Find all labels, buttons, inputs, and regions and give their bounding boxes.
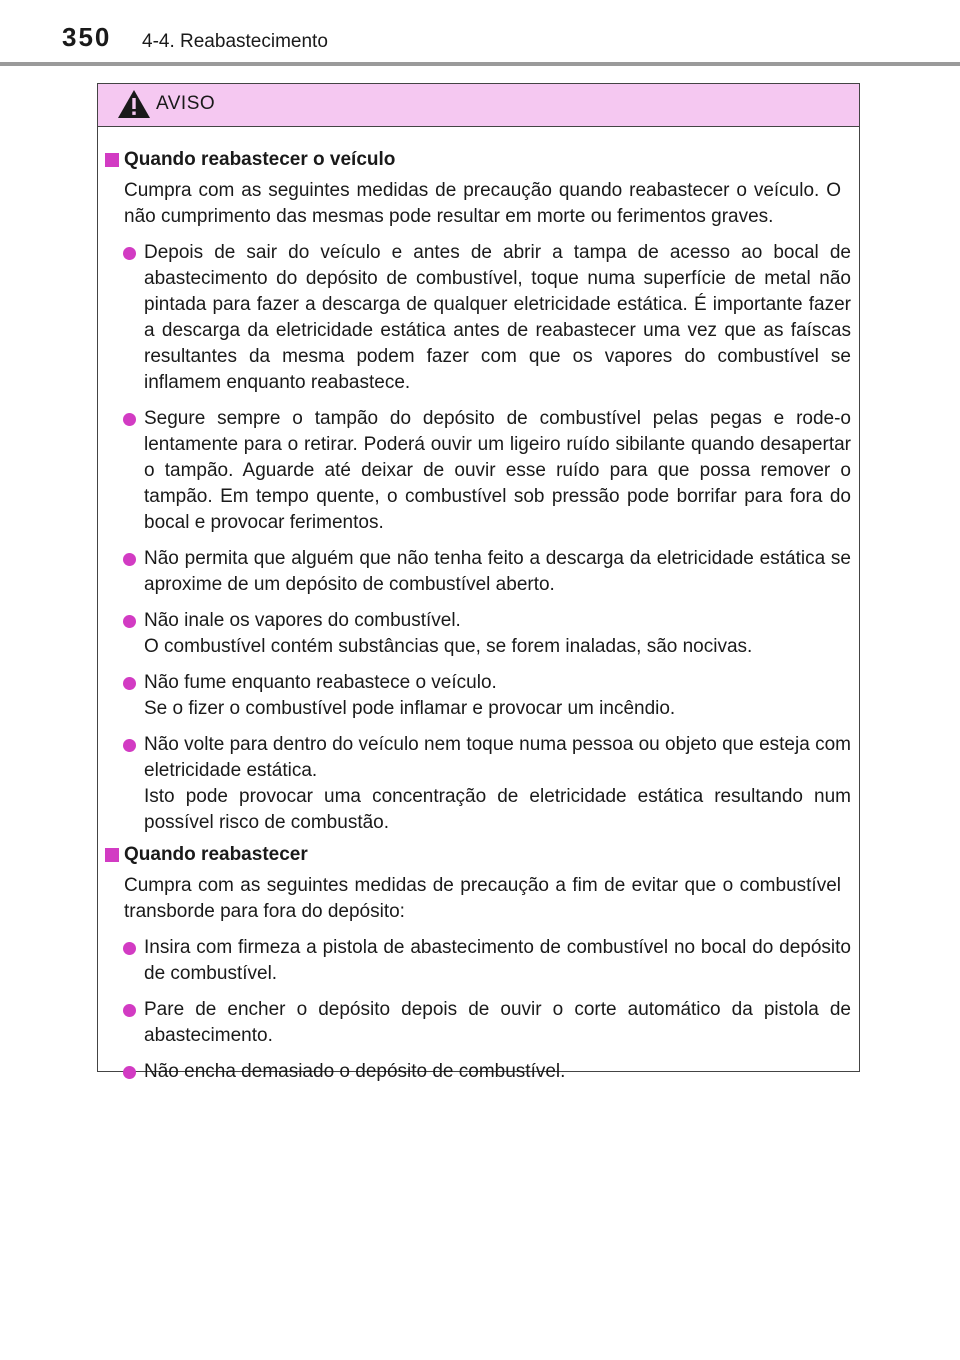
- list-item-text: Segure sempre o tampão do depósito de combustível pelas pegas e rode-o lentamente para o retirar. Poderá ouvir um ligeiro ruído sibilante quando desapertar o tampão. Aguarde até deixar de ouvir esse ruído para que possa remover o tampão. Em tempo quente, o combustível sob pressão pode borrifar para fora do bocal e provocar ferimentos.: [144, 408, 851, 533]
- square-bullet-icon: [105, 153, 119, 167]
- warning-label: AVISO: [156, 93, 216, 114]
- bullet-icon: [123, 1066, 136, 1079]
- section-intro: Cumpra com as seguintes medidas de precaução a fim de evitar que o combustível transborde para fora do depósito:: [124, 875, 841, 922]
- warning-box: [97, 83, 860, 1082]
- list-item-text: Não volte para dentro do veículo nem toque numa pessoa ou objeto que esteja com eletricidade estática.: [144, 734, 851, 781]
- list-item: [98, 546, 851, 598]
- header-rule: [0, 62, 960, 66]
- list-item-text: Não permita que alguém que não tenha feito a descarga da eletricidade estática se aproxime de um depósito de combustível aberto.: [144, 548, 851, 595]
- section-heading-text: Quando reabastecer o veículo: [124, 149, 396, 170]
- list-item: [98, 670, 851, 722]
- section-title: 4-4. Reabastecimento: [142, 31, 328, 52]
- section-heading: [98, 147, 851, 173]
- list-item-text: Não inale os vapores do combustível.: [144, 610, 461, 631]
- list-item: [98, 935, 851, 987]
- warning-triangle-icon: [116, 88, 152, 120]
- list-item: [98, 608, 851, 660]
- bullet-icon: [123, 739, 136, 752]
- bullet-icon: [123, 553, 136, 566]
- warning-body: [98, 127, 859, 1085]
- bullet-icon: [123, 942, 136, 955]
- bullet-icon: [123, 677, 136, 690]
- square-bullet-icon: [105, 848, 119, 862]
- section-heading-text: Quando reabastecer: [124, 844, 308, 865]
- section-heading: [98, 842, 851, 868]
- list-item: [98, 997, 851, 1049]
- warning-header: [98, 84, 859, 127]
- list-item-text: Se o fizer o combustível pode inflamar e provocar um incêndio.: [144, 698, 676, 719]
- section-intro: Cumpra com as seguintes medidas de precaução quando reabastecer o veículo. O não cumprimento das mesmas pode resultar em morte ou ferimentos graves.: [124, 180, 841, 227]
- page-header: [0, 0, 960, 70]
- list-item-text: O combustível contém substâncias que, se forem inaladas, são nocivas.: [144, 636, 753, 657]
- list-item-text: Insira com firmeza a pistola de abastecimento de combustível no bocal do depósito de combustível.: [144, 937, 851, 984]
- list-item: [98, 732, 851, 836]
- list-item-text: Não encha demasiado o depósito de combustível.: [144, 1061, 566, 1082]
- bullet-icon: [123, 1004, 136, 1017]
- list-item-text: Pare de encher o depósito depois de ouvir o corte automático da pistola de abastecimento.: [144, 999, 851, 1046]
- bullet-icon: [123, 413, 136, 426]
- bullet-icon: [123, 247, 136, 260]
- page-number: 350: [62, 22, 112, 52]
- list-item: [98, 240, 851, 396]
- list-item-text: Isto pode provocar uma concentração de eletricidade estática resultando num possível risco de combustão.: [144, 786, 851, 833]
- bullet-icon: [123, 615, 136, 628]
- list-item: [98, 406, 851, 536]
- list-item-text: Não fume enquanto reabastece o veículo.: [144, 672, 497, 693]
- list-item: [98, 1059, 851, 1085]
- list-item-text: Depois de sair do veículo e antes de abrir a tampa de acesso ao bocal de abastecimento do depósito de combustível, toque numa superfície de metal não pintada para fazer a descarga de qualquer eletricidade estática. É importante fazer a descarga da eletricidade estática antes de reabastecer uma vez que as faíscas resultantes da mesma podem fazer com que os vapores do combustível se inflamem enquanto reabastece.: [144, 242, 851, 393]
